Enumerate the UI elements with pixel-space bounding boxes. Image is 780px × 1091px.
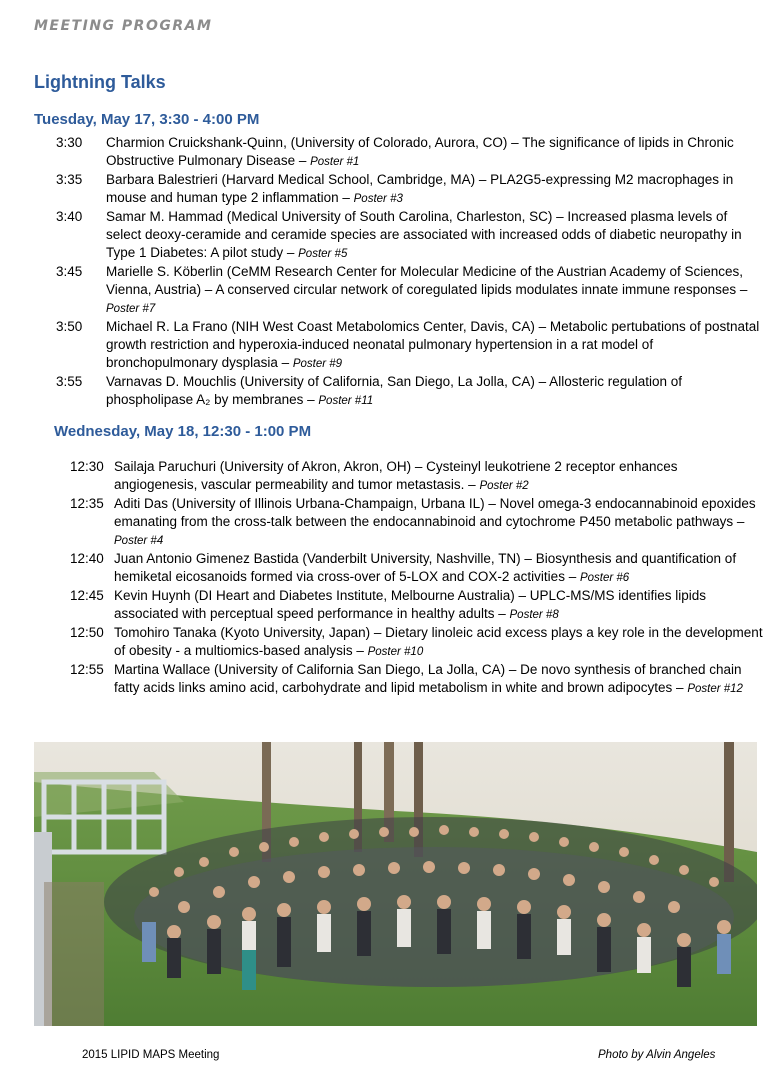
talk-description: Martina Wallace (University of California San Diego, La Jolla, CA) – De novo synthesis of branched chain fatty acids links amino acid, carbohydrate and lipid metabolism in white and brown adipocytes – [114, 662, 742, 695]
talk-time: 3:30 [56, 135, 83, 150]
talk-item [34, 318, 764, 373]
group-photo-illustration [34, 742, 757, 1026]
poster-number: Poster #12 [687, 683, 743, 695]
talk-time: 3:55 [56, 374, 83, 389]
talk-time: 3:40 [56, 209, 83, 224]
poster-number: Poster #1 [310, 156, 360, 168]
talk-time: 3:50 [56, 319, 83, 334]
bullet-icon [54, 624, 70, 661]
day-tuesday [34, 111, 764, 410]
talk-item [54, 550, 764, 587]
talk-item [54, 661, 764, 698]
bullet-icon [54, 587, 70, 624]
talk-item [54, 495, 764, 550]
talk-time: 12:30 [70, 459, 104, 474]
bullet-icon [54, 458, 70, 495]
talk-item [34, 171, 764, 208]
program-label: MEETING PROGRAM [34, 18, 213, 34]
talk-time: 12:35 [70, 496, 104, 511]
bullet-icon [40, 373, 56, 410]
footer-meeting-name: 2015 LIPID MAPS Meeting [82, 1049, 220, 1061]
talk-item [34, 263, 764, 318]
talk-description: Kevin Huynh (DI Heart and Diabetes Institute, Melbourne Australia) – UPLC-MS/MS identifies lipids associated with perceptual speed performance in healthy adults – [114, 588, 707, 621]
talk-description: Varnavas D. Mouchlis (University of California, San Diego, La Jolla, CA) – Allosteric regulation of phospholipase A₂ by membranes – [106, 374, 683, 407]
poster-number: Poster #2 [479, 480, 529, 492]
talk-time: 12:50 [70, 625, 104, 640]
day-heading: Tuesday, May 17, 3:30 - 4:00 PM [34, 111, 260, 128]
bullet-icon [54, 550, 70, 587]
talk-time: 12:40 [70, 551, 104, 566]
talk-description: Michael R. La Frano (NIH West Coast Metabolomics Center, Davis, CA) – Metabolic pertubations of postnatal growth restriction and hyperoxia-induced neonatal pulmonary hypertension in a rat model of bronchopulmonary dysplasia – [106, 319, 760, 370]
group-photo [34, 742, 757, 1026]
bullet-icon [40, 208, 56, 263]
poster-number: Poster #11 [318, 395, 374, 407]
poster-number: Poster #6 [579, 572, 630, 584]
talk-description: Marielle S. Köberlin (CeMM Research Center for Molecular Medicine of the Austrian Academy of Sciences, Vienna, Austria) – A conserved circular network of coregulated lipids modulates innate immune responses – [106, 264, 748, 297]
talk-item [54, 458, 764, 495]
talk-item [34, 208, 764, 263]
bullet-icon [40, 171, 56, 208]
talk-description: Sailaja Paruchuri (University of Akron, Akron, OH) – Cysteinyl leukotriene 2 receptor enhances angiogenesis, vascular permeability and tumor metastasis. – [114, 459, 678, 492]
talk-item [34, 373, 764, 410]
talk-time: 3:35 [56, 172, 83, 187]
day-heading: Wednesday, May 18, 12:30 - 1:00 PM [54, 423, 312, 440]
poster-number: Poster #9 [292, 358, 343, 370]
talk-item [34, 134, 764, 171]
bullet-icon [54, 495, 70, 550]
talk-item [54, 587, 764, 624]
talk-item [54, 624, 764, 661]
talk-description: Barbara Balestrieri (Harvard Medical School, Cambridge, MA) – PLA2G5-expressing M2 macrophages in mouse and human type 2 inflammation – [106, 172, 734, 205]
poster-number: Poster #8 [509, 609, 559, 621]
talk-time: 12:55 [70, 662, 104, 677]
section-title: Lightning Talks [34, 72, 166, 92]
talk-description: Tomohiro Tanaka (Kyoto University, Japan) – Dietary linoleic acid excess plays a key role in the development of obesity - a multiomics-based analysis – [114, 625, 763, 658]
bullet-icon [40, 318, 56, 373]
talk-description: Aditi Das (University of Illinois Urbana-Champaign, Urbana IL) – Novel omega-3 endocannabinoid epoxides emanating from the cross-talk between the endocannabinoid and cytochrome P450 metabolic pathways – [114, 496, 756, 529]
day-wednesday [54, 423, 764, 698]
talk-description: Samar M. Hammad (Medical University of South Carolina, Charleston, SC) – Increased plasma levels of select deoxy-ceramide and ceramide species are associated with increased odds of diabetic neuropathy in Type 1 Diabetes: A pilot study – [106, 209, 742, 260]
talk-time: 12:45 [70, 588, 104, 603]
poster-number: Poster #5 [298, 248, 348, 260]
poster-number: Poster #10 [367, 646, 424, 658]
poster-number: Poster #4 [114, 535, 164, 547]
talk-time: 3:45 [56, 264, 83, 279]
poster-number: Poster #7 [106, 303, 156, 315]
bullet-icon [40, 263, 56, 318]
talk-description: Charmion Cruickshank-Quinn, (University of Colorado, Aurora, CO) – The significance of lipids in Chronic Obstructive Pulmonary Disease – [106, 135, 734, 168]
footer-photo-credit: Photo by Alvin Angeles [598, 1049, 716, 1061]
bullet-icon [40, 134, 56, 171]
talk-description: Juan Antonio Gimenez Bastida (Vanderbilt University, Nashville, TN) – Biosynthesis and quantification of hemiketal eicosanoids formed via cross-over of 5-LOX and COX-2 activities – [114, 551, 737, 584]
bullet-icon [54, 661, 70, 698]
poster-number: Poster #3 [353, 193, 403, 205]
